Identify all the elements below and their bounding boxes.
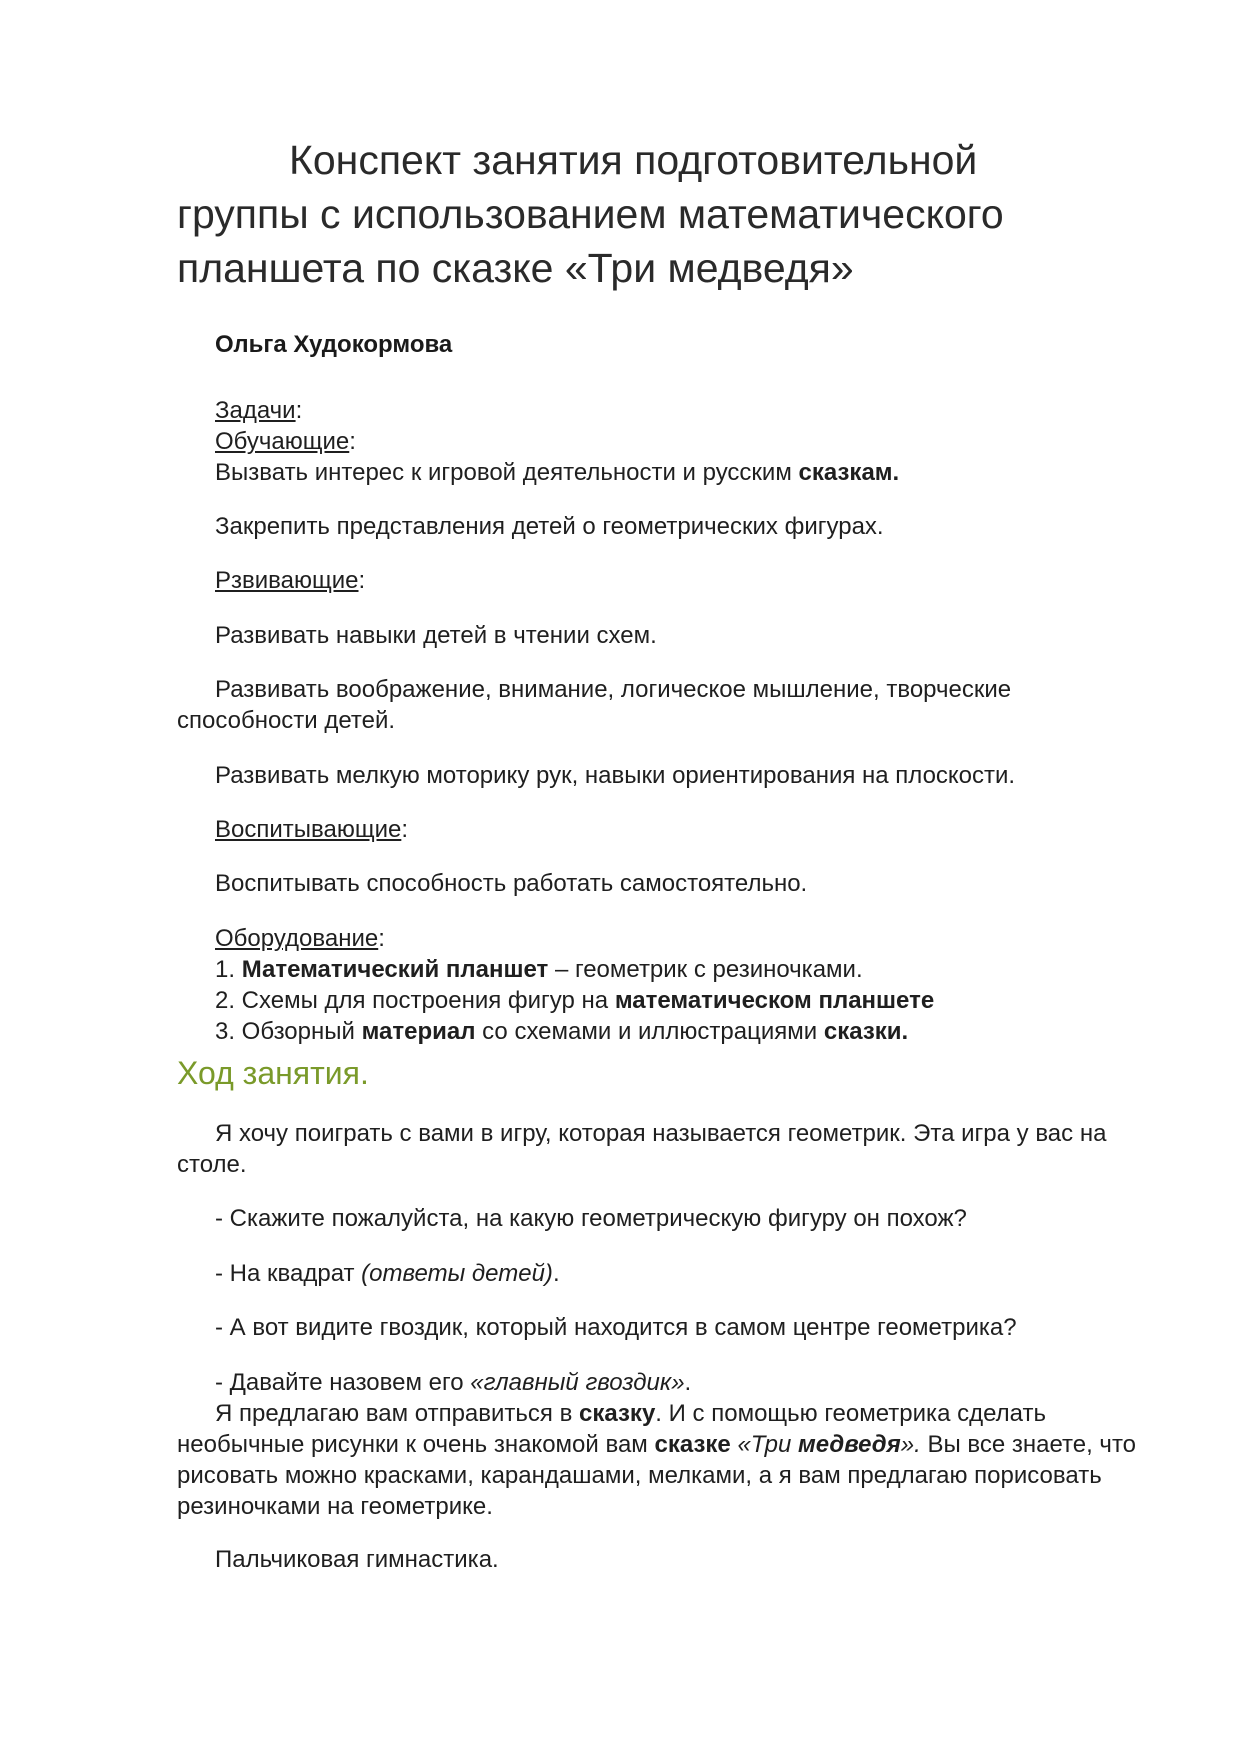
lesson-heading: Ход занятия. <box>177 1055 369 1091</box>
teaching-label-line: Обучающие: <box>215 428 356 455</box>
equipment-item-3: 3. Обзорный материал со схемами и иллюстрациями сказки. <box>215 1018 909 1045</box>
equipment-item-1: 1. Математический планшет – геометрик с резиночками. <box>215 956 863 983</box>
lesson-paragraph-1: Я хочу поиграть с вами в игру, которая называется геометрик. Эта игра у вас на столе. <box>177 1120 1107 1178</box>
teaching-label: Обучающие <box>215 428 350 455</box>
lesson-paragraph-3: Пальчиковая гимнастика. <box>215 1546 499 1573</box>
task-item-2: Закрепить представления детей о геометрических фигурах. <box>215 513 884 540</box>
educating-label: Воспитывающие <box>215 816 402 843</box>
lesson-paragraph-2: Я предлагаю вам отправиться в сказку. И с помощью геометрика сделать необычные рисунки к очень знакомой вам сказке «Три медведя». Вы все знаете, что рисовать можно красками, карандашами, мелками, а я вам предлагаю порисовать резиночками на геометрике. <box>177 1400 1137 1520</box>
tasks-label: Задачи <box>215 397 296 424</box>
task-item-1: Вызвать интерес к игровой деятельности и русским сказкам. <box>215 459 900 486</box>
equipment-item-2: 2. Схемы для построения фигур на математическом планшете <box>215 987 935 1014</box>
title-line-3: планшета по сказке «Три медведя» <box>177 245 854 291</box>
equipment-label: Оборудование <box>215 925 379 952</box>
lesson-question-3: - Давайте назовем его «главный гвоздик». <box>215 1369 692 1396</box>
lesson-question-1: - Скажите пожалуйста, на какую геометрическую фигуру он похож? <box>215 1205 967 1232</box>
developing-label-line: Рзвивающие: <box>215 567 366 594</box>
developing-item-3: Развивать мелкую моторику рук, навыки ориентирования на плоскости. <box>215 762 1016 789</box>
title-line-1: Конспект занятия подготовительной <box>289 137 978 183</box>
lesson-answer-1: - На квадрат (ответы детей). <box>215 1260 560 1287</box>
educating-item-1: Воспитывать способность работать самостоятельно. <box>215 870 808 897</box>
title-line-2: группы с использованием математического <box>177 191 1004 237</box>
developing-item-1: Развивать навыки детей в чтении схем. <box>215 622 657 649</box>
educating-label-line: Воспитывающие: <box>215 816 408 843</box>
developing-label: Рзвивающие <box>215 567 359 594</box>
tasks-label-line: Задачи: <box>215 397 303 424</box>
author-name: Ольга Худокормова <box>215 331 453 358</box>
page-title <box>177 133 1137 295</box>
equipment-label-line: Оборудование: <box>215 925 385 952</box>
lesson-question-2: - А вот видите гвоздик, который находится в самом центре геометрика? <box>215 1314 1017 1341</box>
developing-item-2: Развивать воображение, внимание, логическое мышление, творческие способности детей. <box>177 676 1012 734</box>
